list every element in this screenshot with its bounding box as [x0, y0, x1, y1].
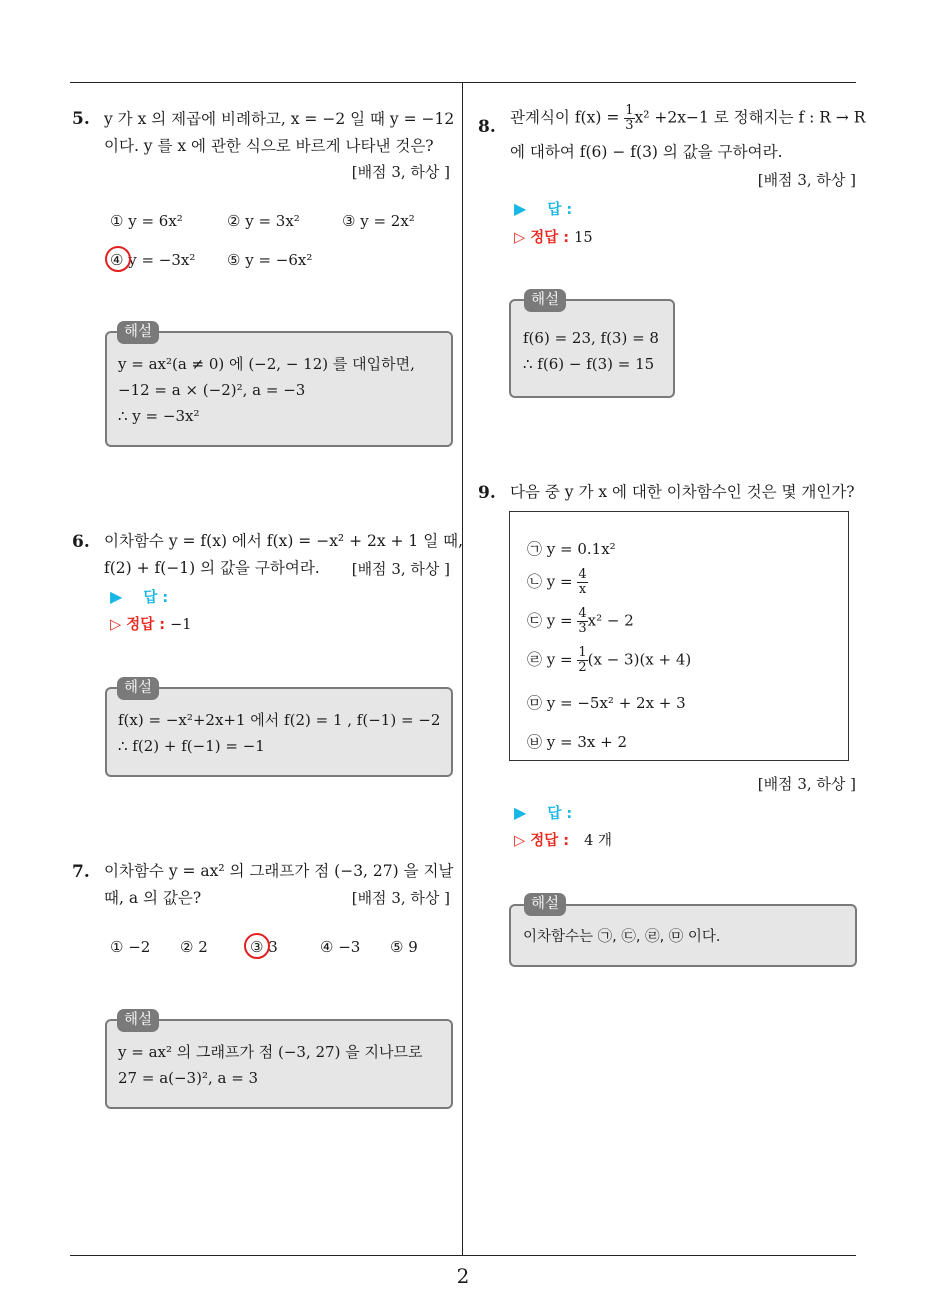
- q8-frac-numerator: 1: [625, 103, 634, 118]
- q6-solution-box: [105, 687, 453, 777]
- q9-item-d-pre: ㉣ y =: [527, 650, 578, 669]
- q9-line1: 다음 중 y 가 x 에 대한 이차함수인 것은 몇 개인가?: [510, 483, 855, 501]
- q5-solution-line3: ∴ y = −3x²: [118, 407, 200, 425]
- frac-denominator: x: [578, 582, 587, 597]
- q7-choice-2[interactable]: ② 2: [180, 938, 208, 956]
- q5-choice-4[interactable]: ④ y = −3x²: [110, 251, 196, 269]
- q8-correct-label: 정답 :: [530, 230, 570, 246]
- q6-answer-row: [110, 586, 168, 607]
- q9-score: [배점 3, 하상 ]: [757, 775, 856, 793]
- q7-choice-5[interactable]: ⑤ 9: [390, 938, 418, 956]
- q9-item-f: ㉥ y = 3x + 2: [527, 733, 627, 751]
- q9-number: 9.: [478, 483, 496, 503]
- q8-line1-post: x² +2x−1 로 정해지는 f : R → R: [634, 108, 866, 127]
- q9-answer-row: [514, 802, 572, 823]
- q8-frac-denominator: 3: [625, 118, 634, 133]
- q9-item-c-pre: ㉢ y =: [527, 611, 578, 630]
- q7-solution-box: [105, 1019, 453, 1109]
- q9-correct-value: 4 개: [584, 833, 612, 849]
- q5-line2: 이다. y 를 x 에 관한 식으로 바르게 나타낸 것은?: [104, 137, 434, 155]
- bottom-rule: [70, 1255, 856, 1256]
- selected-answer-circle: [105, 246, 131, 272]
- q9-item-b: [527, 568, 588, 597]
- q9-item-a: ㉠ y = 0.1x²: [527, 540, 616, 558]
- q9-options-frame: [509, 511, 849, 761]
- q7-solution-tag: 해설: [117, 1009, 159, 1032]
- q7-choice-1[interactable]: ① −2: [110, 938, 151, 956]
- q6-line2: f(2) + f(−1) 의 값을 구하여라.: [104, 559, 320, 577]
- q8-line1: [510, 104, 865, 133]
- q8-score: [배점 3, 하상 ]: [757, 171, 856, 189]
- q8-correct-value: 15: [574, 230, 593, 246]
- q8-number: 8.: [478, 117, 496, 137]
- q7-line1: 이차함수 y = ax² 의 그래프가 점 (−3, 27) 을 지날: [104, 862, 454, 880]
- q8-solution-tag: 해설: [524, 289, 566, 312]
- answer-triangle-icon: ▶: [514, 199, 527, 218]
- q8-fraction: [624, 104, 634, 133]
- q8-solution-box: [509, 299, 675, 398]
- q9-item-d-post: (x − 3)(x + 4): [587, 650, 692, 669]
- q5-number: 5.: [72, 109, 90, 129]
- correct-triangle-icon: ▷: [514, 833, 526, 849]
- q9-solution-tag: 해설: [524, 893, 566, 916]
- q9-item-c-fraction: [577, 607, 587, 636]
- frac-numerator: 4: [578, 567, 587, 582]
- q9-solution-line1: 이차함수는 ㉠, ㉢, ㉣, ㉤ 이다.: [523, 929, 721, 945]
- q6-score: [배점 3, 하상 ]: [351, 560, 450, 578]
- q9-item-c: [527, 607, 634, 636]
- q5-solution-box: [105, 331, 453, 447]
- q6-correct-row: [110, 613, 192, 634]
- q9-item-c-post: x² − 2: [587, 611, 634, 630]
- frac-numerator: 1: [578, 645, 587, 660]
- q5-choice-5[interactable]: ⑤ y = −6x²: [227, 251, 313, 269]
- q8-answer-row: [514, 198, 572, 219]
- q9-answer-label: 답 :: [547, 806, 573, 822]
- selected-answer-circle: [244, 933, 270, 959]
- q8-solution-line1: f(6) = 23, f(3) = 8: [523, 329, 659, 347]
- q5-line1: y 가 x 의 제곱에 비례하고, x = −2 일 때 y = −12: [104, 110, 455, 128]
- q6-correct-value: −1: [170, 617, 192, 633]
- q6-solution-line2: ∴ f(2) + f(−1) = −1: [118, 737, 265, 755]
- q5-choice-2[interactable]: ② y = 3x²: [227, 212, 300, 230]
- q9-item-b-fraction: [577, 568, 587, 597]
- q7-solution-line2: 27 = a(−3)², a = 3: [118, 1069, 259, 1087]
- correct-triangle-icon: ▷: [110, 617, 122, 633]
- q6-number: 6.: [72, 532, 90, 552]
- answer-triangle-icon: ▶: [110, 587, 123, 606]
- top-rule: [70, 82, 856, 83]
- q9-item-d: [527, 646, 691, 675]
- q8-line1-pre: 관계식이 f(x) =: [510, 108, 625, 127]
- q9-item-d-fraction: [577, 646, 587, 675]
- q7-solution-line1: y = ax² 의 그래프가 점 (−3, 27) 을 지나므로: [118, 1043, 423, 1061]
- column-divider: [462, 82, 463, 1255]
- q9-correct-label: 정답 :: [530, 833, 570, 849]
- q5-choice-1[interactable]: ① y = 6x²: [110, 212, 183, 230]
- q6-answer-label: 답 :: [143, 590, 169, 606]
- q6-solution-tag: 해설: [117, 677, 159, 700]
- correct-triangle-icon: ▷: [514, 230, 526, 246]
- q8-solution-line2: ∴ f(6) − f(3) = 15: [523, 355, 655, 373]
- q9-item-e: ㉤ y = −5x² + 2x + 3: [527, 694, 686, 712]
- q5-solution-line1: y = ax²(a ≠ 0) 에 (−2, − 12) 를 대입하면,: [118, 355, 415, 373]
- q8-line2: 에 대하여 f(6) − f(3) 의 값을 구하여라.: [510, 143, 783, 161]
- frac-numerator: 4: [578, 606, 587, 621]
- q5-choice-3[interactable]: ③ y = 2x²: [342, 212, 415, 230]
- q7-number: 7.: [72, 862, 90, 882]
- q7-choice-3[interactable]: ③ 3: [250, 938, 278, 956]
- frac-denominator: 2: [578, 660, 587, 675]
- q5-score: [배점 3, 하상 ]: [351, 163, 450, 181]
- q9-correct-row: [514, 829, 612, 850]
- q7-line2: 때, a 의 값은?: [104, 889, 202, 907]
- q6-solution-line1: f(x) = −x²+2x+1 에서 f(2) = 1 , f(−1) = −2: [118, 711, 441, 729]
- answer-triangle-icon: ▶: [514, 803, 527, 822]
- q7-score: [배점 3, 하상 ]: [351, 889, 450, 907]
- q6-correct-label: 정답 :: [126, 617, 166, 633]
- q7-choice-4[interactable]: ④ −3: [320, 938, 361, 956]
- page-number: 2: [456, 1264, 470, 1288]
- frac-denominator: 3: [578, 621, 587, 636]
- q8-answer-label: 답 :: [547, 202, 573, 218]
- q5-solution-tag: 해설: [117, 321, 159, 344]
- q5-solution-line2: −12 = a × (−2)², a = −3: [118, 381, 306, 399]
- q8-correct-row: [514, 226, 593, 247]
- q6-line1: 이차함수 y = f(x) 에서 f(x) = −x² + 2x + 1 일 때,: [104, 532, 464, 550]
- q9-item-b-pre: ㉡ y =: [527, 572, 578, 591]
